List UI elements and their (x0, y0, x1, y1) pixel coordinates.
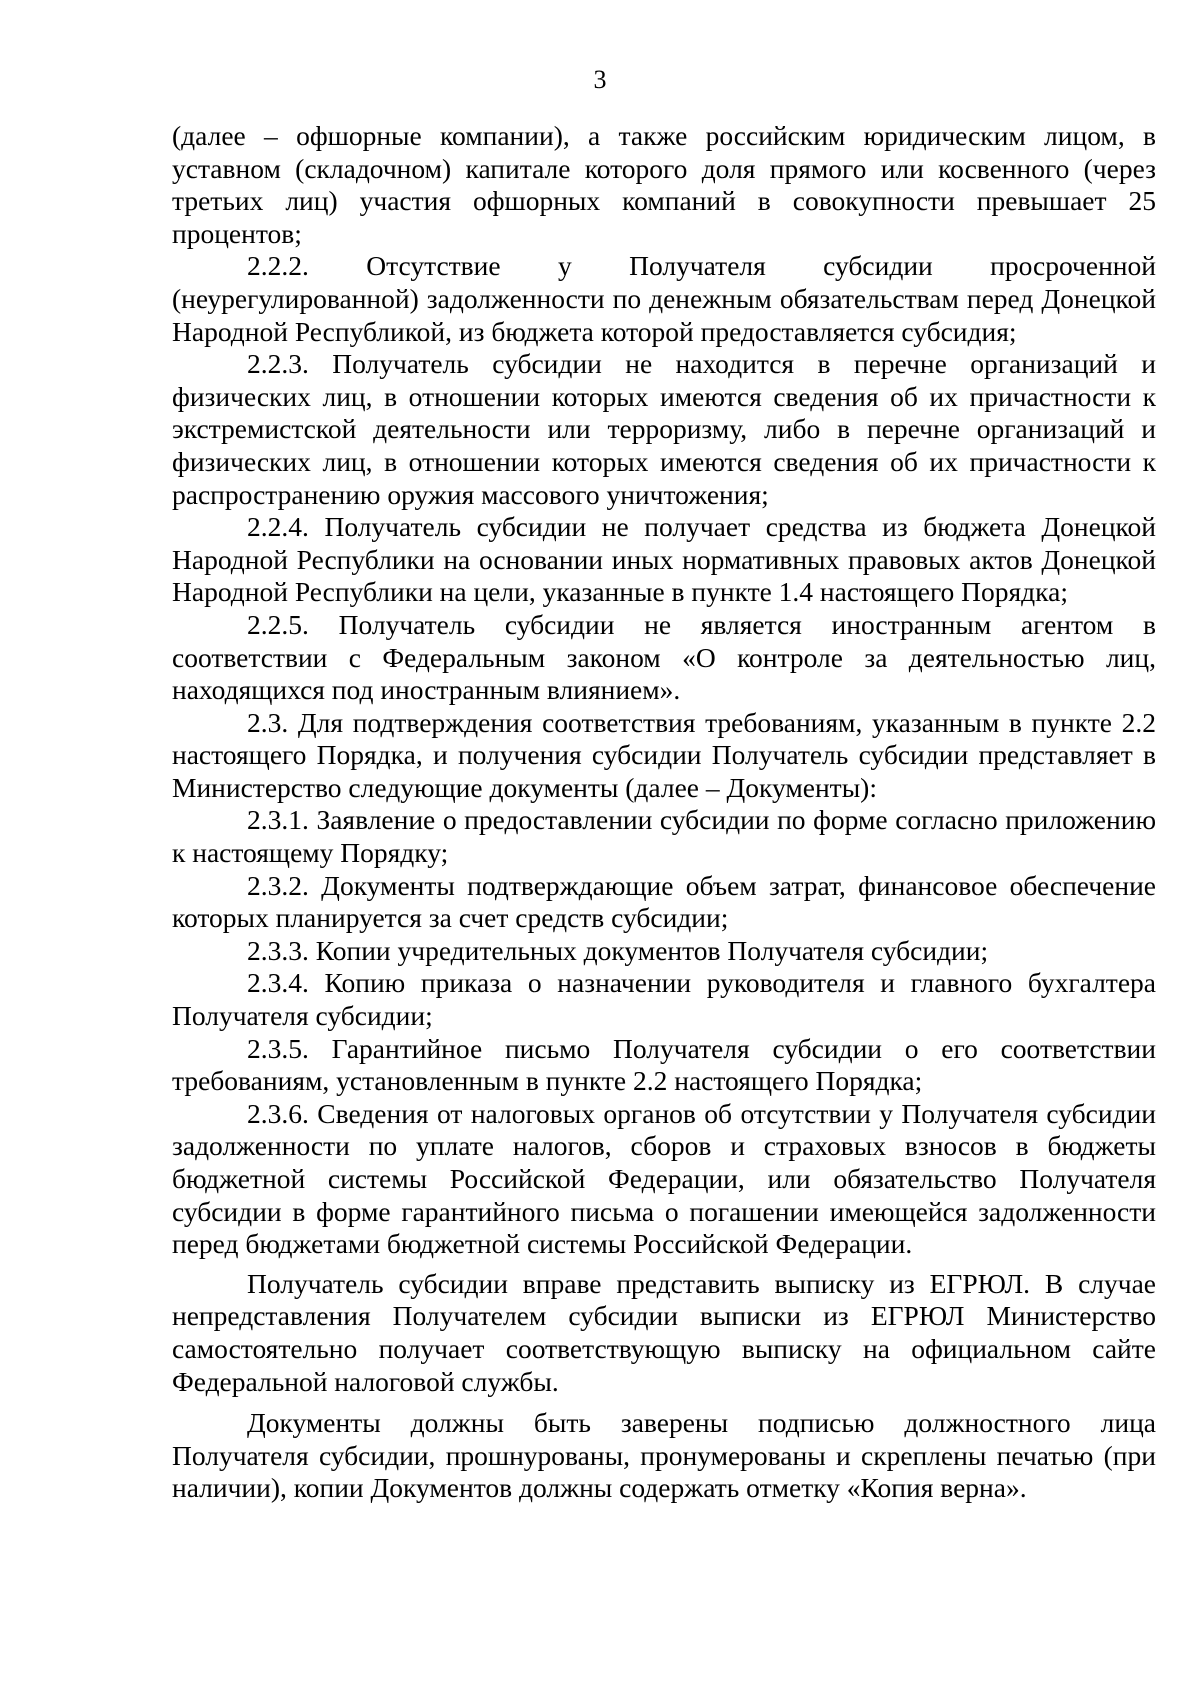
paragraph-2-2-5: 2.2.5. Получатель субсидии не является иностранным агентом в соответствии с Федеральным законом «О контроле за деятельностью лиц, находящихся под иностранным влиянием». (172, 608, 1156, 706)
paragraph-documents-certification: Документы должны быть заверены подписью должностного лица Получателя субсидии, прошнурованы, пронумерованы и скреплены печатью (при наличии), копии Документов должны содержать отметку «Копия верна». (172, 1407, 1156, 1504)
paragraph-2-3-6: 2.3.6. Сведения от налоговых органов об отсутствии у Получателя субсидии задолженности по уплате налогов, сборов и страховых взносов в бюджеты бюджетной системы Российской Федерации, или обязательство Получателя субсидии в форме гарантийного письма о погашении имеющейся задолженности перед бюджетами бюджетной системы Российской Федерации. (172, 1097, 1156, 1260)
paragraph-offshore-continuation: (далее – офшорные компании), а также российским юридическим лицом, в уставном (складочном) капитале которого доля прямого или косвенного (через третьих лиц) участия офшорных компаний в совокупности превышает 25 процентов; (172, 120, 1156, 249)
document-body (172, 120, 1156, 1505)
paragraph-2-3-1: 2.3.1. Заявление о предоставлении субсидии по форме согласно приложению к настоящему Порядку; (172, 804, 1156, 869)
page-number: 3 (593, 65, 607, 94)
paragraph-2-3-2: 2.3.2. Документы подтверждающие объем затрат, финансовое обеспечение которых планируется за счет средств субсидии; (172, 869, 1156, 934)
paragraph-2-3-4: 2.3.4. Копию приказа о назначении руководителя и главного бухгалтера Получателя субсидии; (172, 967, 1156, 1032)
paragraph-2-2-4: 2.2.4. Получатель субсидии не получает средства из бюджета Донецкой Народной Республики на основании иных нормативных правовых актов Донецкой Народной Республики на цели, указанные в пункте 1.4 настоящего Порядка; (172, 511, 1156, 608)
paragraph-2-2-3: 2.2.3. Получатель субсидии не находится в перечне организаций и физических лиц, в отношении которых имеются сведения об их причастности к экстремистской деятельности или терроризму, либо в перечне организаций и физических лиц, в отношении которых имеются сведения об их причастности к распространению оружия массового уничтожения; (172, 348, 1156, 510)
paragraph-2-2-2: 2.2.2. Отсутствие у Получателя субсидии просроченной (неурегулированной) задолженности по денежным обязательствам перед Донецкой Народной Республикой, из бюджета которой предоставляется субсидия; (172, 250, 1156, 347)
paragraph-2-3: 2.3. Для подтверждения соответствия требованиям, указанным в пункте 2.2 настоящего Порядка, и получения субсидии Получатель субсидии представляет в Министерство следующие документы (далее – Документы): (172, 706, 1156, 803)
paragraph-egrul-extract: Получатель субсидии вправе представить выписку из ЕГРЮЛ. В случае непредставления Получателем субсидии выписки из ЕГРЮЛ Министерство самостоятельно получает соответствующую выписку на официальном сайте Федеральной налоговой службы. (172, 1267, 1156, 1397)
paragraph-2-3-5: 2.3.5. Гарантийное письмо Получателя субсидии о его соответствии требованиям, установленным в пункте 2.2 настоящего Порядка; (172, 1032, 1156, 1097)
paragraph-2-3-3: 2.3.3. Копии учредительных документов Получателя субсидии; (247, 934, 989, 966)
